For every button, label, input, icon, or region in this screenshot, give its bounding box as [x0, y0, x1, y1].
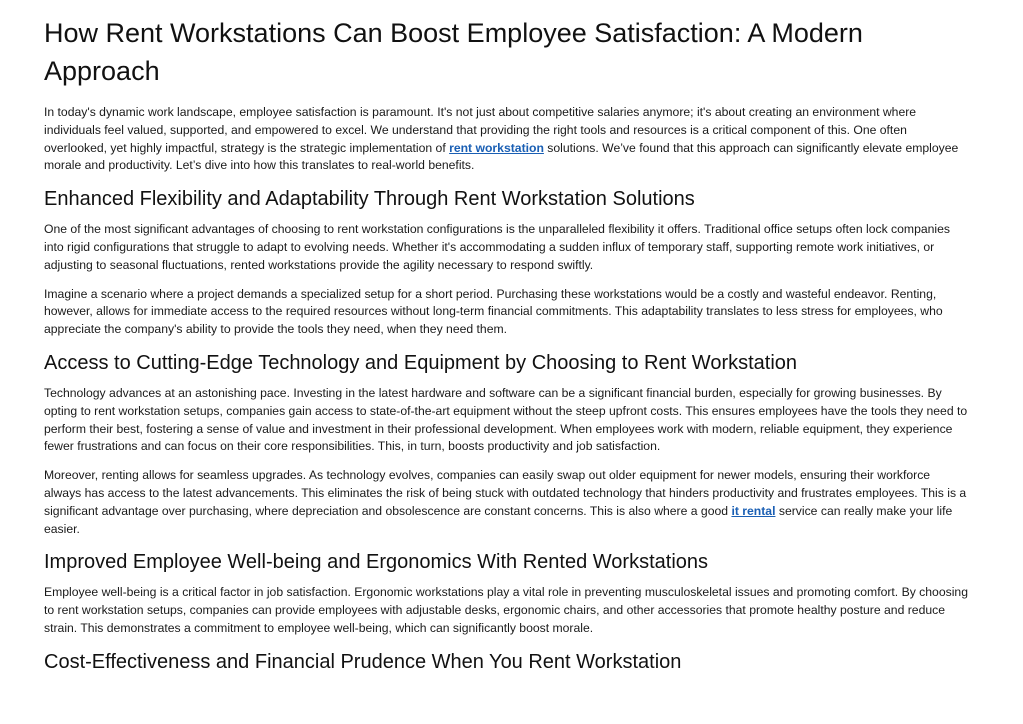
it-rental-link[interactable]: it rental: [731, 503, 776, 518]
page-title: How Rent Workstations Can Boost Employee Satisfaction: A Modern Approach: [44, 18, 863, 86]
flexibility-paragraph-2: Imagine a scenario where a project demands a specialized setup for a short period. Purchasing these workstations would be a costly and wasteful endeavor. Renting, however, allows for immediate access to the required resources without long-term financial commitments. This adaptability translates to less stress for employees, who appreciate the company's ability to provide the tools they need, when they need them.: [44, 286, 943, 337]
technology-text-after: service can really make your life easier.: [44, 503, 953, 536]
technology-paragraph-2: [44, 467, 968, 538]
technology-text-before: Moreover, renting allows for seamless upgrades. As technology evolves, companies can easily swap out older equipment for newer models, ensuring their workforce always has access to the latest advancements. This eliminates the risk of being stuck with outdated technology that hinders productivity and frustrates employees. This is a significant advantage over purchasing, where depreciation and obsolescence are constant concerns. This is also where a good: [44, 468, 967, 518]
intro-text-after: solutions. We’ve found that this approach can significantly elevate employee morale and productivity. Let’s dive into how this translates to real-world benefits.: [44, 140, 959, 173]
technology-paragraph-1: Technology advances at an astonishing pace. Investing in the latest hardware and software can be a significant financial burden, especially for growing businesses. By opting to rent workstation setups, companies gain access to state-of-the-art equipment without the steep upfront costs. This ensures employees have the tools they need to perform their best, fostering a sense of value and investment in their professional development. When employees work with modern, reliable equipment, they experience fewer frustrations and can focus on their core responsibilities. This, in turn, boosts productivity and job satisfaction.: [44, 385, 968, 454]
section-heading-flexibility: Enhanced Flexibility and Adaptability Through Rent Workstation Solutions: [44, 188, 695, 211]
intro-text-before: In today's dynamic work landscape, employee satisfaction is paramount. It's not just about competitive salaries anymore; it's about creating an environment where individuals feel valued, supported, and empowered to excel. We understand that providing the right tools and resources is a critical component of this. One often overlooked, yet highly impactful, strategy is the strategic implementation of: [44, 105, 917, 155]
section-heading-wellbeing: Improved Employee Well-being and Ergonomics With Rented Workstations: [44, 551, 709, 574]
wellbeing-paragraph-1: Employee well-being is a critical factor in job satisfaction. Ergonomic workstations play a vital role in preventing musculoskeletal issues and promoting comfort. By choosing to rent workstation setups, companies can provide employees with adjustable desks, ergonomic chairs, and other accessories that promote healthy posture and reduce strain. This demonstrates a commitment to employee well-being, which can significantly boost morale.: [44, 585, 968, 635]
section-heading-cost: Cost-Effectiveness and Financial Prudence When You Rent Workstation: [44, 650, 682, 673]
intro-paragraph: [44, 104, 968, 175]
flexibility-paragraph-1: One of the most significant advantages of choosing to rent workstation configurations is the unparalleled flexibility it offers. Traditional office setups often lock companies into rigid configurations that struggle to adapt to evolving needs. Whether it's accommodating a sudden influx of temporary staff, supporting remote work initiatives, or adjusting to seasonal fluctuations, rented workstations provide the agility necessary to respond swiftly.: [44, 222, 950, 272]
rent-workstation-link[interactable]: rent workstation: [449, 140, 544, 155]
section-heading-technology: Access to Cutting-Edge Technology and Equipment by Choosing to Rent Workstation: [44, 351, 798, 374]
article: [44, 14, 968, 684]
